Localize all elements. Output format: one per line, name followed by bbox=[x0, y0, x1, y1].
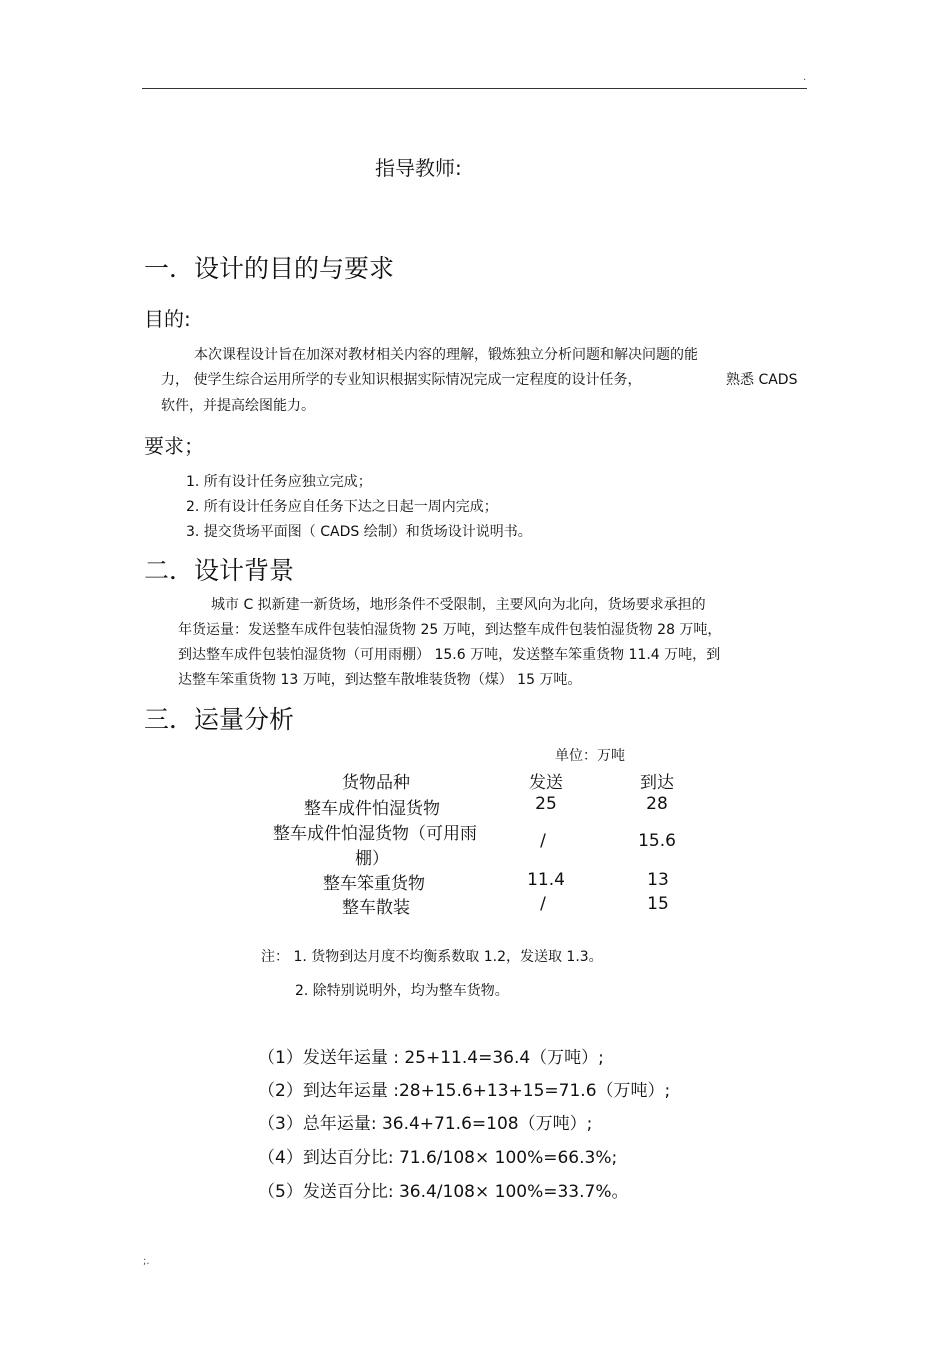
section2-heading: 二．设计背景 bbox=[144, 556, 295, 585]
table-row-4-arrive: 15 bbox=[647, 894, 669, 914]
table-header-send: 发送 bbox=[529, 773, 563, 793]
table-header-arrive: 到达 bbox=[640, 773, 674, 793]
calc-line-1: （1）发送年运量 : 25+11.4=36.4（万吨）; bbox=[258, 1048, 604, 1068]
section3-heading: 三．运量分析 bbox=[144, 705, 295, 734]
footer-mark: ;. bbox=[143, 1256, 150, 1267]
table-row-4-send: / bbox=[540, 894, 546, 914]
table-row-1-arrive: 28 bbox=[646, 794, 668, 814]
calc-line-5: （5）发送百分比: 36.4/108× 100%=33.7%。 bbox=[258, 1182, 629, 1202]
advisor-label: 指导教师: bbox=[375, 156, 462, 180]
purpose-line-3: 软件，并提高绘图能力。 bbox=[161, 398, 315, 414]
table-row-3-send: 11.4 bbox=[527, 870, 565, 890]
background-line-3: 到达整车成件包装怕湿货物（可用雨棚） 15.6 万吨，发送整车笨重货物 11.4 万吨，到 bbox=[178, 647, 721, 663]
table-row-4-name: 整车散装 bbox=[342, 898, 410, 918]
purpose-line-1: 本次课程设计旨在加深对教材相关内容的理解，锻炼独立分析问题和解决问题的能 bbox=[194, 347, 698, 363]
table-row-1-send: 25 bbox=[535, 794, 557, 814]
note-2: 2. 除特别说明外，均为整车货物。 bbox=[295, 983, 509, 999]
table-row-2-name-line1: 整车成件怕湿货物（可用雨 bbox=[273, 824, 477, 844]
table-row-2-name-line2: 棚） bbox=[355, 849, 389, 869]
unit-label: 单位：万吨 bbox=[555, 748, 625, 764]
background-line-1: 城市 C 拟新建一新货场，地形条件不受限制，主要风向为北向，货场要求承担的 bbox=[211, 597, 706, 613]
purpose-line-2-tail: 熟悉 CADS bbox=[726, 372, 798, 388]
table-header-cargo: 货物品种 bbox=[342, 773, 410, 793]
requirement-item-2: 2. 所有设计任务应自任务下达之日起一周内完成； bbox=[186, 499, 498, 515]
section1-heading: 一．设计的目的与要求 bbox=[144, 254, 395, 283]
calc-line-4: （4）到达百分比: 71.6/108× 100%=66.3%; bbox=[258, 1148, 618, 1168]
calc-line-3: （3）总年运量: 36.4+71.6=108（万吨）; bbox=[258, 1114, 593, 1134]
requirement-item-3: 3. 提交货场平面图（ CADS 绘制）和货场设计说明书。 bbox=[186, 524, 532, 540]
header-corner-mark: . bbox=[803, 72, 807, 83]
table-row-2-arrive: 15.6 bbox=[638, 831, 676, 851]
purpose-line-2: 力， 使学生综合运用所学的专业知识根据实际情况完成一定程度的设计任务， bbox=[161, 372, 642, 388]
header-rule bbox=[142, 88, 807, 89]
requirement-item-1: 1. 所有设计任务应独立完成； bbox=[186, 474, 372, 490]
note-1: 注： 1. 货物到达月度不均衡系数取 1.2，发送取 1.3。 bbox=[261, 949, 603, 965]
background-line-2: 年货运量：发送整车成件包装怕湿货物 25 万吨，到达整车成件包装怕湿货物 28 万吨， bbox=[178, 622, 722, 638]
calc-line-2: （2）到达年运量 :28+15.6+13+15=71.6（万吨）; bbox=[258, 1081, 671, 1101]
table-row-3-arrive: 13 bbox=[647, 870, 669, 890]
table-row-3-name: 整车笨重货物 bbox=[323, 874, 425, 894]
table-row-2-send: / bbox=[540, 831, 546, 851]
table-row-1-name: 整车成件怕湿货物 bbox=[304, 799, 440, 819]
background-line-4: 达整车笨重货物 13 万吨，到达整车散堆装货物（煤） 15 万吨。 bbox=[178, 672, 582, 688]
requirements-label: 要求； bbox=[144, 434, 204, 458]
purpose-label: 目的: bbox=[144, 307, 191, 331]
